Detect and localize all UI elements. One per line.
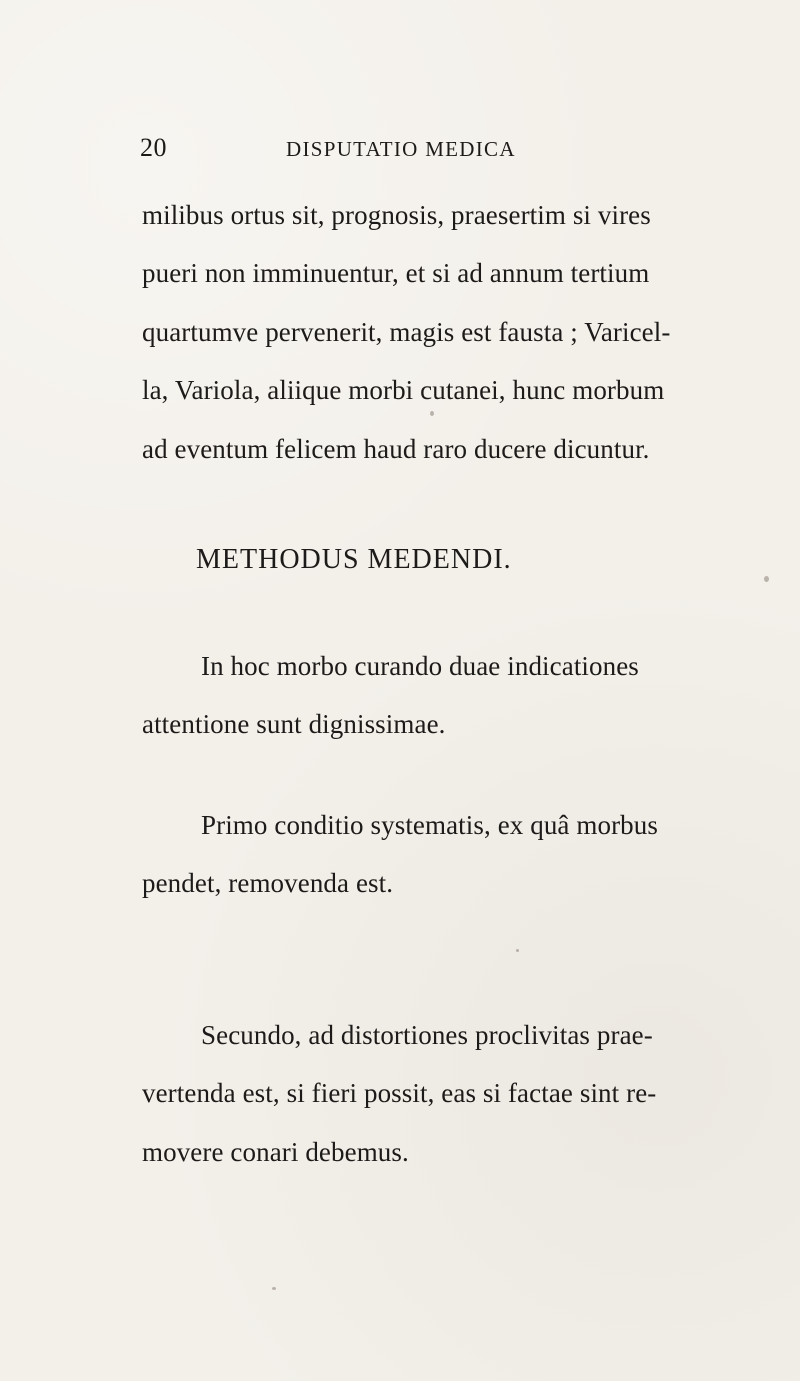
- paragraph-first-indication: [142, 796, 702, 913]
- paragraph-second-indication: [142, 1006, 702, 1181]
- text-line: In hoc morbo curando duae indicationes: [201, 651, 639, 681]
- text-line: Secundo, ad distortiones proclivitas prae-: [201, 1020, 653, 1050]
- text-line: attentione sunt dignissimae.: [142, 709, 446, 740]
- text-line: Primo conditio systematis, ex quâ morbus: [201, 810, 658, 840]
- text-line: la, Variola, aliique morbi cutanei, hunc morbum: [142, 375, 665, 406]
- section-title: METHODUS MEDENDI.: [196, 544, 512, 575]
- text-line: milibus ortus sit, prognosis, praesertim si vires: [142, 200, 651, 230]
- paper-speck: [516, 949, 519, 952]
- paper-speck: [272, 1287, 276, 1290]
- paragraph-indications: [142, 637, 702, 754]
- page-header: [140, 133, 590, 169]
- page-number: 20: [140, 133, 167, 162]
- text-line: vertenda est, si fieri possit, eas si factae sint re-: [142, 1078, 657, 1109]
- running-head: DISPUTATIO MEDICA: [286, 137, 516, 161]
- text-line: ad eventum felicem haud raro ducere dicuntur.: [142, 433, 650, 464]
- paragraph-prognosis: [142, 186, 702, 478]
- text-line: movere conari debemus.: [142, 1136, 409, 1167]
- text-line: pueri non imminuentur, et si ad annum tertium: [142, 258, 650, 289]
- text-line: pendet, removenda est.: [142, 868, 394, 899]
- paper-speck: [764, 576, 769, 582]
- text-line: quartumve pervenerit, magis est fausta ; Varicel-: [142, 316, 671, 347]
